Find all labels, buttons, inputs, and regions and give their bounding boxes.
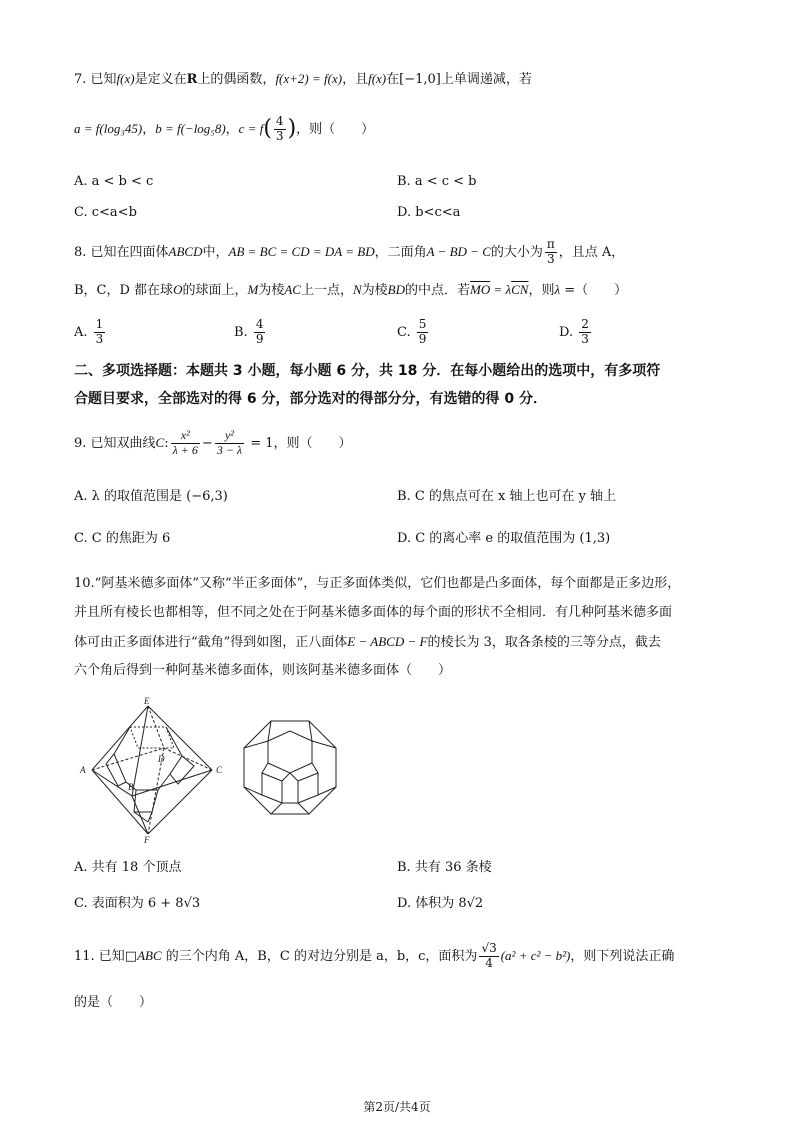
q9-x-fraction: $\frac{\text{x²}}{\lambda + 6}$	[172, 428, 198, 457]
q7-line2: a = f(log₃45)，b = f(−log₅8)，c = f( $\frac{4}{3}$ )，则（ ）	[74, 114, 375, 143]
q11-line2: 的是（ ）	[74, 995, 153, 1010]
q8-option-a: A. $\frac{1}{3}$	[74, 317, 104, 346]
q10-option-b: B. 共有 36 条棱	[397, 860, 492, 875]
q9-y-fraction: $\frac{\text{y²}}{3 - \lambda}$	[216, 428, 243, 457]
q10-line2: 并且所有棱长也都相等，但不同之处在于阿基米德多面体的每个面的形状不全相同．有几种阿基米德多面	[74, 605, 673, 620]
label-e: E	[144, 696, 150, 706]
label-d: D	[158, 754, 165, 764]
q10-line1: 10.“阿基米德多面体”又称“半正多面体”，与正多面体类似，它们也都是凸多面体，每个面都是正多边形，	[74, 576, 681, 591]
q7-option-b: B. a < c < b	[397, 174, 477, 189]
q7-option-d: D. b<c<a	[397, 205, 461, 220]
label-b: B	[128, 782, 134, 792]
q9-option-b: B. C 的焦点可在 x 轴上也可在 y 轴上	[397, 489, 617, 504]
q10-option-c: C. 表面积为 6 + 8√3	[74, 896, 201, 911]
q10-option-a: A. 共有 18 个顶点	[74, 860, 182, 875]
q7-c-fraction: $\frac{4}{3}$	[275, 114, 284, 143]
q9-option-c: C. C 的焦距为 6	[74, 531, 171, 546]
q8-option-b: B. $\frac{4}{9}$	[234, 317, 264, 346]
q7-option-c: C. c<a<b	[74, 205, 137, 220]
q10-line4: 六个角后得到一种阿基米德多面体，则该阿基米德多面体（ ）	[74, 663, 452, 678]
q9-option-d: D. C 的离心率 e 的取值范围为 (1,3)	[397, 531, 611, 546]
q8-option-c: C. $\frac{5}{9}$	[397, 317, 427, 346]
truncated-octahedron-figure	[238, 717, 342, 821]
q8-pi-fraction: $\frac{\pi}{3}$	[546, 237, 555, 266]
label-f: F	[144, 835, 150, 844]
q7-line1: 7. 已知f(x)是定义在R上的偶函数，f(x+2) = f(x)，且f(x)在[−1,0]上单调递减，若	[74, 71, 532, 87]
q9-line: 9. 已知双曲线C: $\frac{\text{x²}}{\lambda + 6}$ − $\frac{\text{y²}}{3 - \lambda}$ = 1，则（ ）	[74, 428, 352, 457]
section2-line1: 二、多项选择题：本题共 3 小题，每小题 6 分，共 18 分．在每小题给出的选项中，有多项符	[74, 363, 661, 379]
label-a: A	[80, 765, 86, 775]
q8-line1: 8. 已知在四面体ABCD中，AB = BC = CD = DA = BD，二面角A − BD − C的大小为 $\frac{\pi}{3}$ ，且点 A，	[74, 237, 625, 266]
q10-line3: 体可由正多面体进行“截角”得到如图，正八面体E − ABCD − F的棱长为 3，取各条棱的三等分点，截去	[74, 634, 661, 650]
vector-cn: $\overline{CN}$	[511, 282, 529, 297]
q7-option-a: A. a < b < c	[74, 174, 154, 189]
q8-option-d: D. $\frac{2}{3}$	[559, 317, 589, 346]
q11-area-fraction: $\frac{√3}{4}$	[481, 941, 497, 970]
q8-line2: B，C，D 都在球O的球面上，M为棱AC上一点，N为棱BD的中点．若$\overline{MO} = \lambda\overline{CN}$，则λ =（ ）	[74, 282, 628, 298]
octahedron-figure	[74, 694, 234, 844]
page-footer: 第2页/共4页	[363, 1100, 431, 1114]
q10-option-d: D. 体积为 8√2	[397, 896, 484, 911]
vector-mo: $\overline{MO}$	[470, 282, 491, 297]
label-c: C	[216, 765, 223, 775]
section2-line2: 合题目要求，全部选对的得 6 分，部分选对的得部分分，有选错的得 0 分．	[74, 391, 547, 407]
q11-line1: 11. 已知□ABC 的三个内角 A，B，C 的对边分别是 a，b，c，面积为 $\frac{√3}{4}$ (a² + c² − b²)，则下列说法正确	[74, 941, 675, 970]
q9-option-a: A. λ 的取值范围是 (−6,3)	[74, 489, 228, 504]
